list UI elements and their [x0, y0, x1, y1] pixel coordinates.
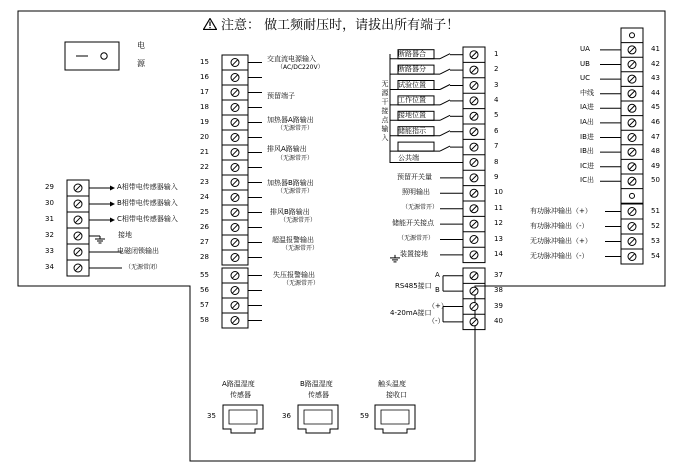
- panel-outline: [18, 11, 665, 461]
- terminal-number: 4: [494, 95, 499, 104]
- terminal-number: 18: [200, 102, 209, 111]
- switch-contact-icon: [440, 85, 450, 90]
- power-switch: [65, 42, 119, 70]
- terminal-number: 26: [200, 222, 209, 231]
- terminal-number: 58: [200, 315, 209, 324]
- terminal-number: 24: [200, 192, 209, 201]
- terminal-number: 25: [200, 207, 209, 216]
- device-ground-label: 装置接地: [400, 249, 428, 258]
- switch-contact-icon: [440, 54, 450, 59]
- loop-plus-label: （+）: [428, 301, 448, 310]
- terminal-number: 7: [494, 142, 499, 151]
- charge-label: 储能开关接点: [392, 219, 434, 228]
- common-label: 公共端: [398, 153, 419, 162]
- terminal-number: 16: [200, 72, 209, 81]
- input-label: 储能指示: [398, 126, 426, 135]
- rs485-a-label: A: [435, 270, 440, 279]
- terminal-number: 53: [651, 236, 660, 245]
- meter-input-label: IA进: [580, 103, 594, 112]
- terminal-number: 17: [200, 87, 209, 96]
- input-label: 试验位置: [398, 80, 426, 89]
- meter-input-label: IB进: [580, 132, 594, 141]
- sensor-input-label: B相带电传感器输入: [117, 199, 178, 207]
- input-label-box: [398, 142, 434, 151]
- terminal-number: 20: [200, 132, 209, 141]
- warning-triangle-icon: [203, 18, 217, 30]
- terminal-number: 27: [200, 237, 209, 246]
- output-sub-label: （AC/DC220V）: [277, 64, 324, 71]
- terminal-number: 29: [45, 183, 54, 191]
- current-loop-label: 4-20mA接口: [390, 309, 432, 317]
- pulse-output-label: 无功脉冲输出（-）: [530, 251, 589, 260]
- meter-input-label: UB: [580, 59, 590, 68]
- terminal-number: 3: [494, 80, 499, 89]
- rs485-label: RS485接口: [395, 282, 432, 290]
- terminal-number: 41: [651, 44, 660, 53]
- pulse-output-label: 无功脉冲输出（+）: [530, 236, 592, 245]
- port-title: 接收口: [386, 391, 407, 399]
- meter-input-label: UC: [580, 74, 591, 83]
- rs485-b-label: B: [435, 286, 440, 295]
- lock-output-sub: （无源常闭）: [125, 264, 162, 271]
- power-label-1: 电: [137, 41, 145, 50]
- output-label: 加热器B路输出: [267, 179, 314, 187]
- meter-input-label: IC出: [580, 176, 594, 185]
- output-label: 排风B路输出: [270, 208, 310, 216]
- output-label: 预留端子: [267, 92, 295, 100]
- switch-contact-icon: [440, 115, 450, 120]
- port-title: B路温湿度: [300, 380, 333, 388]
- switch-contact-icon: [440, 131, 450, 136]
- loop-minus-label: （-）: [428, 316, 445, 325]
- terminal-number: 57: [200, 300, 209, 309]
- input-label: 断路器分: [398, 65, 426, 74]
- terminal-number: 23: [200, 177, 209, 186]
- output-sub-label: （无源常开）: [277, 155, 314, 162]
- meter-input-label: IA出: [580, 117, 594, 126]
- meter-input-label: IB出: [580, 147, 594, 156]
- terminal-number: 48: [651, 147, 660, 156]
- terminal-number: 47: [651, 132, 660, 141]
- terminal-number: 10: [494, 188, 503, 197]
- switch-o-icon: [101, 53, 107, 59]
- terminal-number: 37: [494, 270, 503, 279]
- sensor-input-label: C相带电传感器输入: [117, 215, 178, 223]
- terminal-number: 6: [494, 126, 499, 135]
- rj45-inner: [381, 410, 409, 424]
- terminal-number: 31: [45, 215, 54, 223]
- output-sub-label: （无源常开）: [283, 280, 320, 287]
- arrow-icon: [110, 218, 115, 223]
- terminal-number: 8: [494, 157, 499, 166]
- output-sub-label: （无源常开）: [282, 245, 319, 252]
- arrow-icon: [110, 202, 115, 207]
- terminal-number: 30: [45, 199, 54, 207]
- port-title: 传感器: [308, 391, 329, 399]
- terminal-number: 54: [651, 251, 660, 260]
- output-label: 加热器A路输出: [267, 116, 314, 124]
- input-label: 工作位置: [398, 95, 426, 104]
- port-title: A路温湿度: [222, 380, 255, 388]
- output-sub-label: （无源常开）: [280, 217, 317, 224]
- port-number: 35: [207, 412, 216, 420]
- terminal-number: 56: [200, 285, 209, 294]
- terminal-number: 46: [651, 117, 660, 126]
- terminal-number: 1: [494, 49, 499, 58]
- meter-input-label: 中线: [580, 88, 594, 97]
- port-title: 触头温度: [378, 380, 406, 388]
- arrow-icon: [110, 186, 115, 191]
- charge-sub: （无源常开）: [398, 234, 435, 242]
- rj45-inner: [304, 410, 332, 424]
- terminal-number: 21: [200, 147, 209, 156]
- input-label: 断路器合: [398, 49, 426, 58]
- passive-inputs-title: 无 源 干 接 点 输 入: [381, 80, 389, 142]
- terminal-number: 11: [494, 203, 503, 212]
- switch-contact-icon: [440, 146, 450, 151]
- port-title: 传感器: [230, 391, 251, 399]
- terminal-number: 33: [45, 247, 54, 255]
- port-number: 59: [360, 412, 369, 420]
- lock-output-label: 电磁闭锁输出: [117, 247, 159, 255]
- terminal-number: 49: [651, 161, 660, 170]
- terminal-number: 9: [494, 172, 499, 181]
- output-sub-label: （无源常开）: [277, 188, 314, 195]
- terminal-number: 51: [651, 206, 660, 215]
- terminal-number: 14: [494, 249, 503, 258]
- reserve-label: 预留开关量: [397, 172, 432, 181]
- input-label: 接地位置: [398, 111, 426, 120]
- sensor-input-label: A相带电传感器输入: [117, 183, 178, 191]
- output-label: 超温报警输出: [272, 236, 314, 244]
- terminal-number: 22: [200, 162, 209, 171]
- power-label-2: 源: [137, 59, 145, 68]
- terminal-number: 2: [494, 65, 499, 74]
- terminal-number: 32: [45, 231, 54, 239]
- mount-hole-icon: [630, 193, 635, 198]
- pulse-output-label: 有功脉冲输出（-）: [530, 221, 589, 230]
- terminal-number: 39: [494, 301, 503, 310]
- terminal-number: 40: [494, 316, 503, 325]
- switch-contact-icon: [440, 100, 450, 105]
- rj45-inner: [229, 410, 257, 424]
- ground-label: 接地: [118, 231, 132, 239]
- lighting-label: 照明输出: [402, 188, 430, 197]
- terminal-number: 50: [651, 176, 660, 185]
- mount-hole-icon: [630, 33, 635, 38]
- lighting-sub: （无源常开）: [402, 203, 439, 211]
- terminal-number: 12: [494, 219, 503, 228]
- output-label: 失压报警输出: [273, 271, 315, 279]
- output-label: 排风A路输出: [267, 145, 307, 153]
- terminal-number: 15: [200, 57, 209, 66]
- terminal-number: 52: [651, 221, 660, 230]
- meter-input-label: IC进: [580, 161, 594, 170]
- terminal-number: 43: [651, 74, 660, 83]
- terminal-number: 13: [494, 234, 503, 243]
- terminal-number: 42: [651, 59, 660, 68]
- warning-banner: [203, 14, 459, 33]
- terminal-number: 45: [651, 103, 660, 112]
- terminal-number: 5: [494, 111, 499, 120]
- output-sub-label: （无源常开）: [277, 125, 314, 132]
- pulse-output-label: 有功脉冲输出（+）: [530, 206, 592, 215]
- warning-text: 注意： 做工频耐压时，请拔出所有端子！: [221, 18, 460, 33]
- switch-contact-icon: [440, 69, 450, 74]
- terminal-number: 55: [200, 270, 209, 279]
- terminal-number: 19: [200, 117, 209, 126]
- terminal-number: 34: [45, 263, 54, 271]
- terminal-number: 28: [200, 252, 209, 261]
- terminal-number: 44: [651, 88, 660, 97]
- terminal-number: 38: [494, 286, 503, 295]
- port-number: 36: [282, 412, 291, 420]
- output-label: 交直流电源输入: [267, 55, 316, 63]
- meter-input-label: UA: [580, 44, 590, 53]
